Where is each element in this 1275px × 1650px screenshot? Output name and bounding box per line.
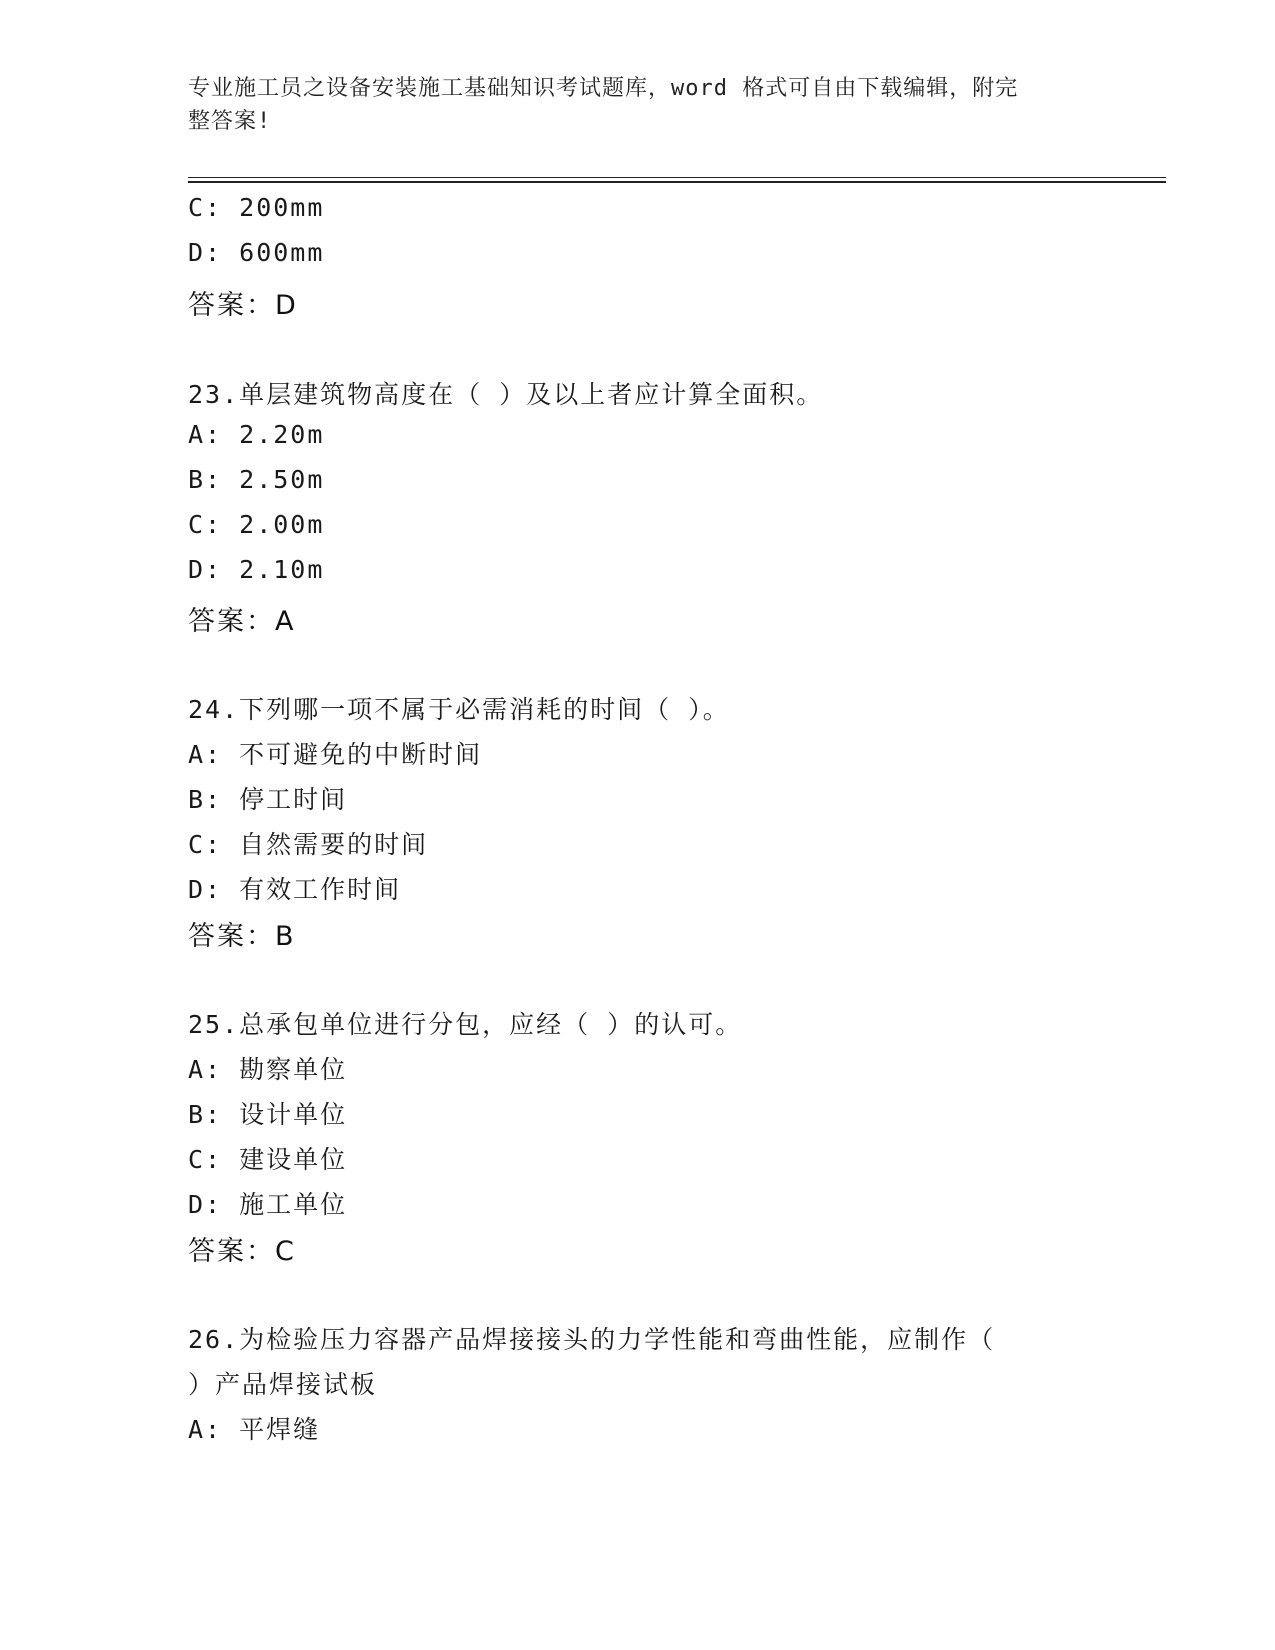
q24-option-a: A: 不可避免的中断时间 (188, 740, 483, 769)
q25-answer: 答案：C (188, 1236, 296, 1267)
q26-question-line-2: ）产品焊接试板 (188, 1370, 378, 1399)
document-header (188, 72, 1068, 138)
q22-option-c: C: 200mm (188, 193, 325, 222)
header-divider-top (188, 177, 1166, 178)
q24-option-c: C: 自然需要的时间 (188, 830, 429, 859)
q25-option-d: D: 施工单位 (188, 1190, 348, 1219)
q23-answer: 答案：A (188, 606, 296, 637)
q23-option-c: C: 2.00m (188, 510, 325, 539)
q24-option-d: D: 有效工作时间 (188, 875, 402, 904)
q22-option-d: D: 600mm (188, 238, 325, 267)
q26-option-a: A: 平焊缝 (188, 1415, 321, 1444)
q25-option-a: A: 勘察单位 (188, 1055, 348, 1084)
q23-question: 23.单层建筑物高度在（ ）及以上者应计算全面积。 (188, 380, 824, 409)
q24-question: 24.下列哪一项不属于必需消耗的时间（ ）。 (188, 695, 730, 724)
q24-option-b: B: 停工时间 (188, 785, 348, 814)
q24-answer: 答案：B (188, 921, 296, 952)
q23-option-a: A: 2.20m (188, 420, 325, 449)
q25-option-c: C: 建设单位 (188, 1145, 348, 1174)
q23-option-b: B: 2.50m (188, 465, 325, 494)
q25-option-b: B: 设计单位 (188, 1100, 348, 1129)
q25-question: 25.总承包单位进行分包，应经（ ）的认可。 (188, 1010, 743, 1039)
q23-option-d: D: 2.10m (188, 555, 325, 584)
q22-answer: 答案：D (188, 290, 298, 321)
header-title-line-2: 整答案! (188, 109, 272, 134)
q26-question-line-1: 26.为检验压力容器产品焊接接头的力学性能和弯曲性能，应制作（ (188, 1325, 996, 1354)
header-title-line-1: 专业施工员之设备安装施工基础知识考试题库，word 格式可自由下载编辑，附完 (188, 76, 1019, 101)
header-divider-bottom (188, 181, 1166, 183)
